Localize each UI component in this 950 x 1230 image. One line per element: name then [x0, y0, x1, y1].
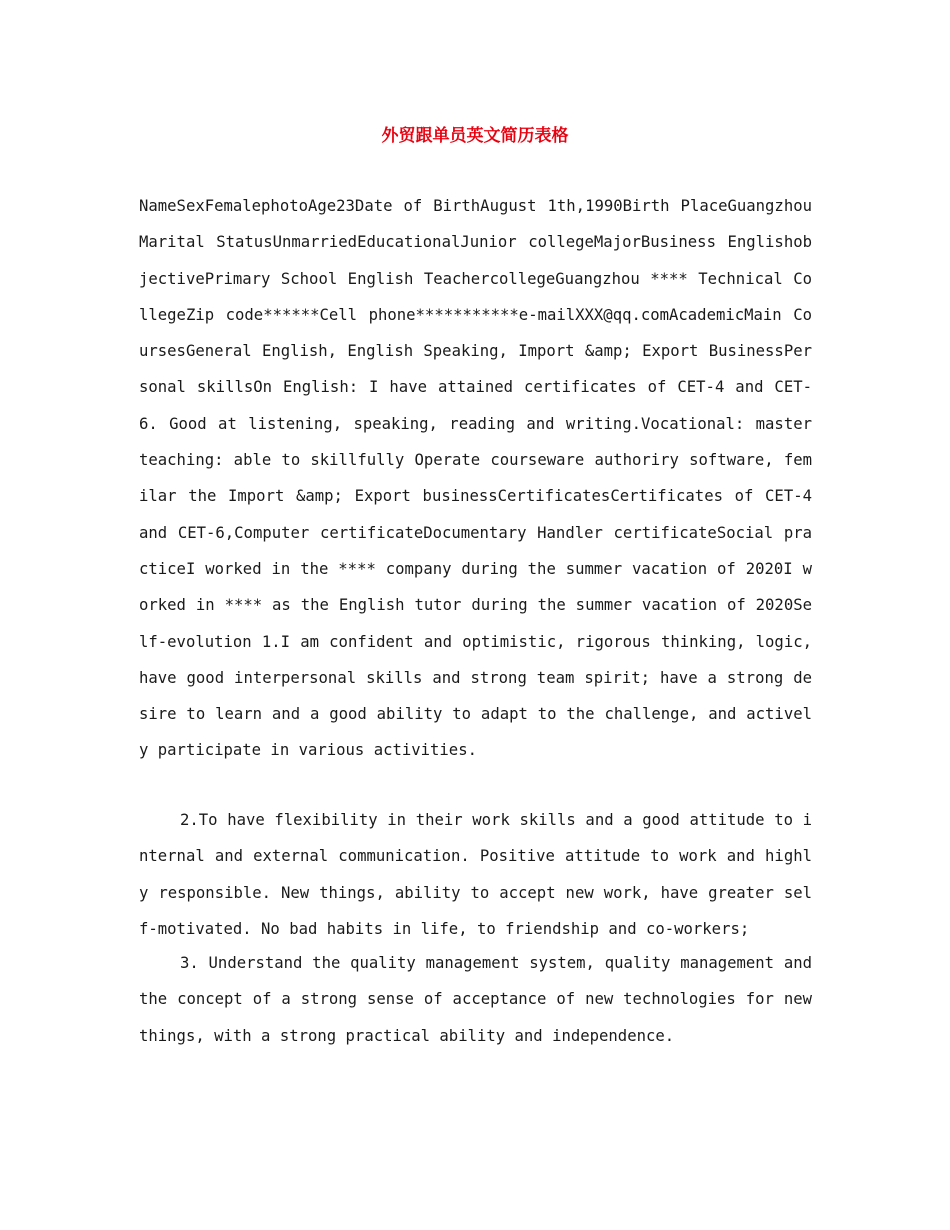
self-evaluation-point-3: 3. Understand the quality management system, quality management and the concept of a strong sense of acceptance of new technologies for new things, with a strong practical ability and independence. [139, 954, 812, 1045]
document-title: 外贸跟单员英文简历表格 [381, 126, 569, 146]
self-evaluation-point-2: 2.To have flexibility in their work skills and a good attitude to internal and external communication. Positive attitude to work and highly responsible. New things, ability to accept new work, have greater self-motivated. No bad habits in life, to friendship and co-workers; [139, 811, 812, 938]
resume-body-paragraph: NameSexFemalephotoAge23Date of BirthAugust 1th,1990Birth PlaceGuangzhouMarital StatusUnmarriedEducationalJunior collegeMajorBusiness EnglishobjectivePrimary School English TeachercollegeGuangzhou **** Technical CollegeZip code******Cell phone***********e-mailXXX@qq.comAcademicMain CoursesGeneral English, English Speaking, Import &amp; Export BusinessPersonal skillsOn English: I have attained certificates of CET-4 and CET-6. Good at listening, speaking, reading and writing.Vocational: master teaching: able to skillfully Operate courseware authoriry software, femilar the Import &amp; Export businessCertificatesCertificates of CET-4 and CET-6,Computer certificateDocumentary Handler certificateSocial practiceI worked in the **** company during the summer vacation of 2020I worked in **** as the English tutor during the summer vacation of 2020Self-evolution 1.I am confident and optimistic, rigorous thinking, logic, have good interpersonal skills and strong team spirit; have a strong desire to learn and a good ability to adapt to the challenge, and actively participate in various activities. [139, 197, 812, 760]
